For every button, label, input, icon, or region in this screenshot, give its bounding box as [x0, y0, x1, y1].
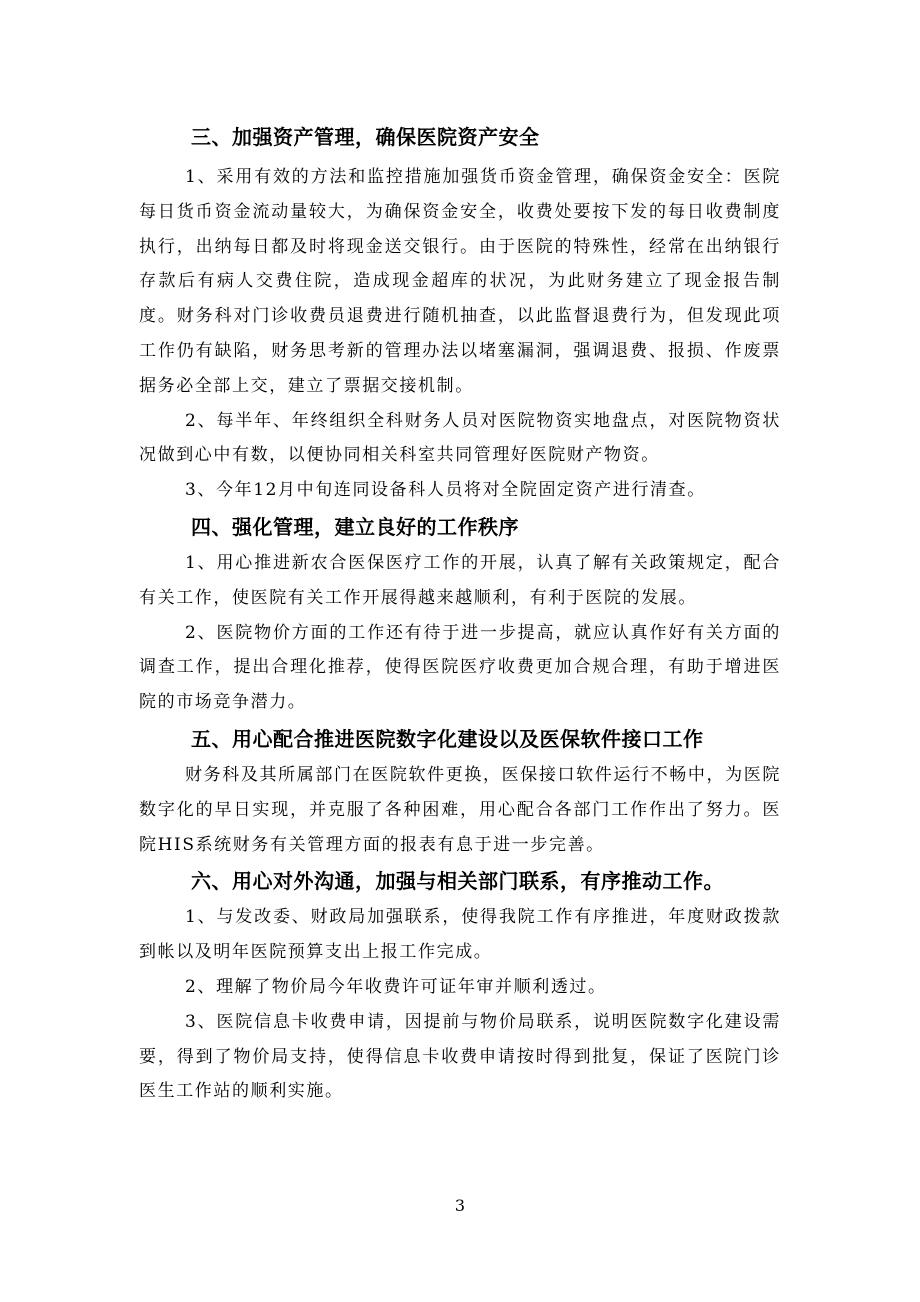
- section-heading-6: 六、用心对外沟通，加强与相关部门联系，有序推动工作。: [191, 869, 724, 894]
- paragraph: 3、医院信息卡收费申请，因提前与物价局联系，说明医院数字化建设需要，得到了物价局支持，使得信息卡收费申请按时得到批复，保证了医院门诊医生工作站的顺利实施。: [139, 1011, 781, 1102]
- section-heading-5: 五、用心配合推进医院数字化建设以及医保软件接口工作: [191, 726, 704, 751]
- paragraph: 3、今年12月中旬连同设备科人员将对全院固定资产进行清查。: [185, 480, 706, 501]
- document-body: [139, 118, 781, 1109]
- paragraph: 2、医院物价方面的工作还有待于进一步提高，就应认真作好有关方面的调查工作，提出合理化推荐，使得医院医疗收费更加合规合理，有助于增进医院的市场竞争潜力。: [139, 622, 781, 713]
- paragraph: 1、用心推进新农合医保医疗工作的开展，认真了解有关政策规定，配合有关工作，使医院有关工作开展得越来越顺利，有利于医院的发展。: [139, 552, 781, 608]
- paragraph: 2、每半年、年终组织全科财务人员对医院物资实地盘点，对医院物资状况做到心中有数，以便协同相关科室共同管理好医院财产物资。: [139, 410, 781, 466]
- section-heading-3: 三、加强资产管理，确保医院资产安全: [191, 125, 540, 149]
- page-number: 3: [454, 1196, 466, 1215]
- paragraph: 1、采用有效的方法和监控措施加强货币资金管理，确保资金安全：医院每日货币资金流动量较大，为确保资金安全，收费处要按下发的每日收费制度执行，出纳每日都及时将现金送交银行。由于医院的特殊性，经常在出纳银行存款后有病人交费住院，造成现金超库的状况，为此财务建立了现金报告制度。财务科对门诊收费员退费进行随机抽查，以此监督退费行为，但发现此项工作仍有缺陷，财务思考新的管理办法以堵塞漏洞，强调退费、报损、作废票据务必全部上交，建立了票据交接机制。: [139, 167, 781, 396]
- paragraph: 2、理解了物价局今年收费许可证年审并顺利透过。: [185, 976, 607, 997]
- paragraph: 财务科及其所属部门在医院软件更换，医保接口软件运行不畅中，为医院数字化的早日实现，并克服了各种困难，用心配合各部门工作作出了努力。医院HIS系统财务有关管理方面的报表有息于进一步完善。: [139, 764, 781, 855]
- section-heading-4: 四、强化管理，建立良好的工作秩序: [191, 514, 519, 539]
- paragraph: 1、与发改委、财政局加强联系，使得我院工作有序推进，年度财政拨款到帐以及明年医院预算支出上报工作完成。: [139, 907, 781, 963]
